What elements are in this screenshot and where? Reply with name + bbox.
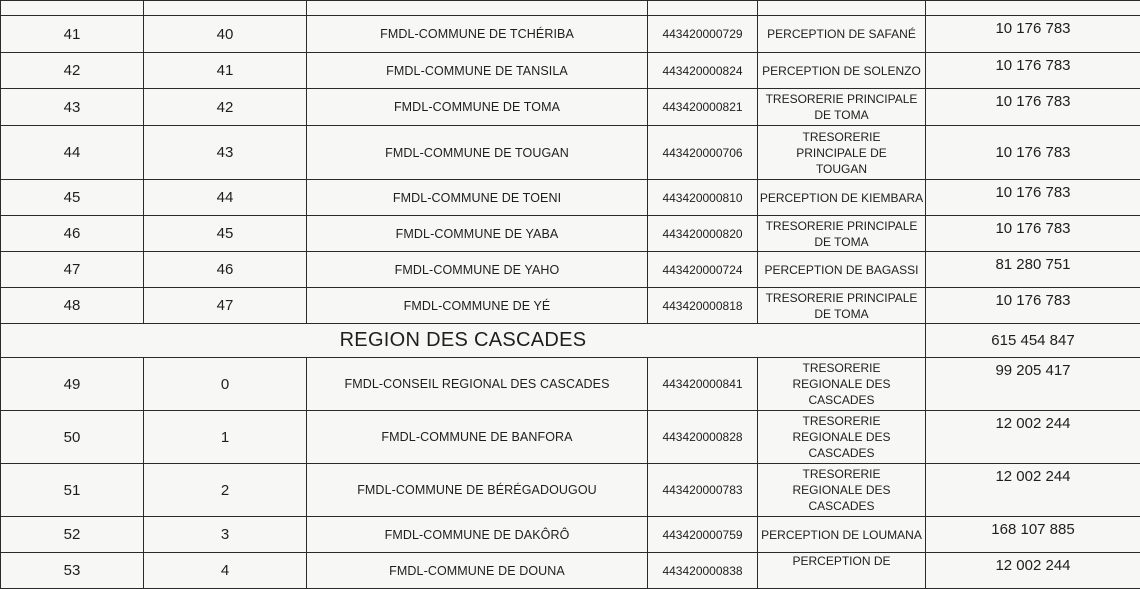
row-index: 43 [144,126,307,180]
paying-office: TRESORERIE REGIONALE DES CASCADES [758,411,926,464]
paying-office: TRESORERIE REGIONALE DES CASCADES [758,358,926,411]
table-row [1,358,1140,411]
region-title: REGION DES CASCADES [1,324,926,358]
paying-office: TRESORERIE REGIONALE DES CASCADES [758,464,926,517]
paying-office: PERCEPTION DE SOLENZO [758,53,926,89]
table-row [1,53,1140,89]
table-row [1,89,1140,126]
amount: 10 176 783 [926,89,1140,126]
amount: 12 002 244 [926,411,1140,464]
paying-office: TRESORERIE PRINCIPALE DE TOUGAN [758,126,926,180]
account-number: 443420000821 [648,89,758,126]
paying-office: TRESORERIE PRINCIPALE DE TOMA [758,216,926,252]
amount: 10 176 783 [926,216,1140,252]
table-row [1,180,1140,216]
amount: 81 280 751 [926,252,1140,288]
beneficiary-name: FMDL-CONSEIL REGIONAL DES CASCADES [307,358,648,411]
region-header-row [1,324,1140,358]
row-index: 41 [144,53,307,89]
row-number: 46 [1,216,144,252]
row-number: 48 [1,288,144,324]
row-number: 53 [1,553,144,589]
account-number: 443420000706 [648,126,758,180]
row-number: 44 [1,126,144,180]
row-index: 45 [144,216,307,252]
row-index: 44 [144,180,307,216]
row-index: 47 [144,288,307,324]
beneficiary-name: FMDL-COMMUNE DE DAKÔRÔ [307,517,648,553]
beneficiary-name: FMDL-COMMUNE DE TOENI [307,180,648,216]
beneficiary-name: FMDL-COMMUNE DE DOUNA [307,553,648,589]
amount: 12 002 244 [926,553,1140,589]
paying-office: PERCEPTION DE LOUMANA [758,517,926,553]
account-number: 443420000810 [648,180,758,216]
row-number: 41 [1,16,144,53]
row-index: 3 [144,517,307,553]
row-number: 43 [1,89,144,126]
paying-office: PERCEPTION DE BAGASSI [758,252,926,288]
row-index: 0 [144,358,307,411]
account-number: 443420000724 [648,252,758,288]
row-number: 50 [1,411,144,464]
row-number: 49 [1,358,144,411]
table-row [1,553,1140,589]
table-row [1,288,1140,324]
beneficiary-name: FMDL-COMMUNE DE TOUGAN [307,126,648,180]
beneficiary-name: FMDL-COMMUNE DE BANFORA [307,411,648,464]
table-row [1,464,1140,517]
paying-office: TRESORERIE PRINCIPALE DE TOMA [758,89,926,126]
account-number: 443420000841 [648,358,758,411]
amount: 10 176 783 [926,180,1140,216]
row-number: 42 [1,53,144,89]
account-number: 443420000783 [648,464,758,517]
row-number: 47 [1,252,144,288]
row-number: 51 [1,464,144,517]
beneficiary-name: FMDL-COMMUNE DE YABA [307,216,648,252]
account-number: 443420000824 [648,53,758,89]
table-row [1,517,1140,553]
table-row [1,1,1140,16]
amount: 10 176 783 [926,16,1140,53]
beneficiary-name: FMDL-COMMUNE DE TOMA [307,89,648,126]
row-index: 2 [144,464,307,517]
amount: 168 107 885 [926,517,1140,553]
account-number: 443420000828 [648,411,758,464]
table-row [1,16,1140,53]
table-row [1,252,1140,288]
paying-office: TRESORERIE PRINCIPALE DE TOMA [758,288,926,324]
row-number: 45 [1,180,144,216]
amount: 99 205 417 [926,358,1140,411]
row-index: 4 [144,553,307,589]
account-number: 443420000759 [648,517,758,553]
amount: 12 002 244 [926,464,1140,517]
row-index: 42 [144,89,307,126]
account-number: 443420000818 [648,288,758,324]
beneficiary-name: FMDL-COMMUNE DE YÉ [307,288,648,324]
region-total: 615 454 847 [926,324,1140,358]
beneficiary-name: FMDL-COMMUNE DE TANSILA [307,53,648,89]
paying-office: PERCEPTION DE [758,553,926,589]
amount: 10 176 783 [926,53,1140,89]
account-number: 443420000838 [648,553,758,589]
table-row [1,126,1140,180]
paying-office: PERCEPTION DE SAFANÉ [758,16,926,53]
account-number: 443420000820 [648,216,758,252]
beneficiary-name: FMDL-COMMUNE DE TCHÉRIBA [307,16,648,53]
row-number: 52 [1,517,144,553]
beneficiary-name: FMDL-COMMUNE DE BÉRÉGADOUGOU [307,464,648,517]
amount: 10 176 783 [926,288,1140,324]
beneficiary-name: FMDL-COMMUNE DE YAHO [307,252,648,288]
row-index: 46 [144,252,307,288]
amount: 10 176 783 [926,126,1140,180]
paying-office: PERCEPTION DE KIEMBARA [758,180,926,216]
row-index: 40 [144,16,307,53]
table-row [1,216,1140,252]
table-row [1,411,1140,464]
account-number: 443420000729 [648,16,758,53]
row-index: 1 [144,411,307,464]
